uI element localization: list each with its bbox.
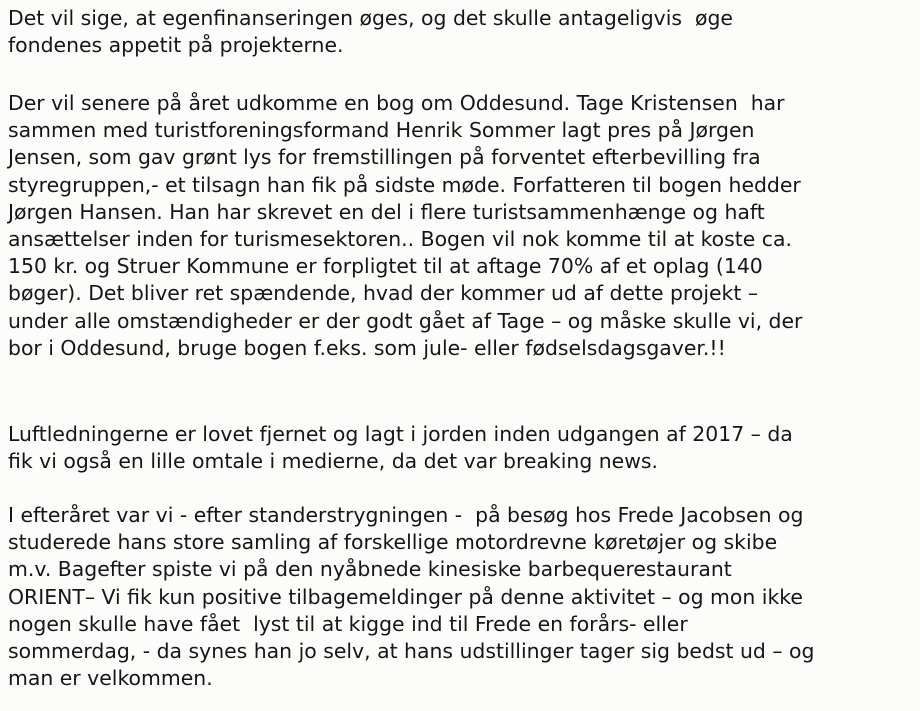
text-line: man er velkommen. bbox=[8, 666, 213, 691]
text-line: styregruppen,- et tilsagn han fik på sidste møde. Forfatteren til bogen hedder bbox=[8, 172, 801, 197]
paragraph-bog-om-oddesund bbox=[8, 90, 802, 362]
text-line: bor i Oddesund, bruge bogen f.eks. som jule- eller fødselsdagsgaver.!! bbox=[8, 335, 726, 360]
text-line: fondenes appetit på projekterne. bbox=[8, 33, 344, 58]
text-line: Det vil sige, at egenfinanseringen øges, og det skulle antageligvis øge bbox=[8, 6, 733, 30]
text-line: Der vil senere på året udkomme en bog om Oddesund. Tage Kristensen har bbox=[8, 91, 785, 115]
text-line: sommerdag, - da synes han jo selv, at hans udstillinger tager sig bedst ud – og bbox=[8, 639, 815, 664]
text-line: Jensen, som gav grønt lys for fremstillingen på forventet efterbevilling fra bbox=[8, 145, 761, 170]
paragraph-besoeg-frede-jacobsen bbox=[8, 502, 814, 692]
text-line: nogen skulle have fået lyst til at kigge ind til Frede en forårs- eller bbox=[8, 611, 688, 636]
text-line: bøger). Det bliver ret spændende, hvad der kommer ud af dette projekt – bbox=[8, 281, 759, 306]
text-line: Luftledningerne er lovet fjernet og lagt i jorden inden udgangen af 2017 – da bbox=[8, 422, 793, 446]
paragraph-egenfinansering bbox=[8, 5, 733, 59]
text-line: studerede hans store samling af forskellige motordrevne køretøjer og skibe bbox=[8, 530, 778, 555]
text-line: 150 kr. og Struer Kommune er forpligtet til at aftage 70% af et oplag (140 bbox=[8, 254, 763, 279]
text-line: fik vi også en lille omtale i medierne, da det var breaking news. bbox=[8, 449, 658, 474]
paragraph-luftledninger bbox=[8, 421, 793, 475]
text-line: sammen med turistforeningsformand Henrik Sommer lagt pres på Jørgen bbox=[8, 118, 755, 143]
text-line: ORIENT– Vi fik kun positive tilbagemeldinger på denne aktivitet – og mon ikke bbox=[8, 584, 803, 609]
text-line: m.v. Bagefter spiste vi på den nyåbnede kinesiske barbequerestaurant bbox=[8, 557, 732, 582]
text-line: I efteråret var vi - efter standerstrygningen - på besøg hos Frede Jacobsen og bbox=[8, 503, 804, 527]
text-line: ansættelser inden for turismesektoren.. Bogen vil nok komme til at koste ca. bbox=[8, 227, 792, 252]
text-line: under alle omstændigheder er der godt gået af Tage – og måske skulle vi, der bbox=[8, 308, 803, 333]
text-line: Jørgen Hansen. Han har skrevet en del i flere turistsammenhænge og haft bbox=[8, 199, 765, 224]
